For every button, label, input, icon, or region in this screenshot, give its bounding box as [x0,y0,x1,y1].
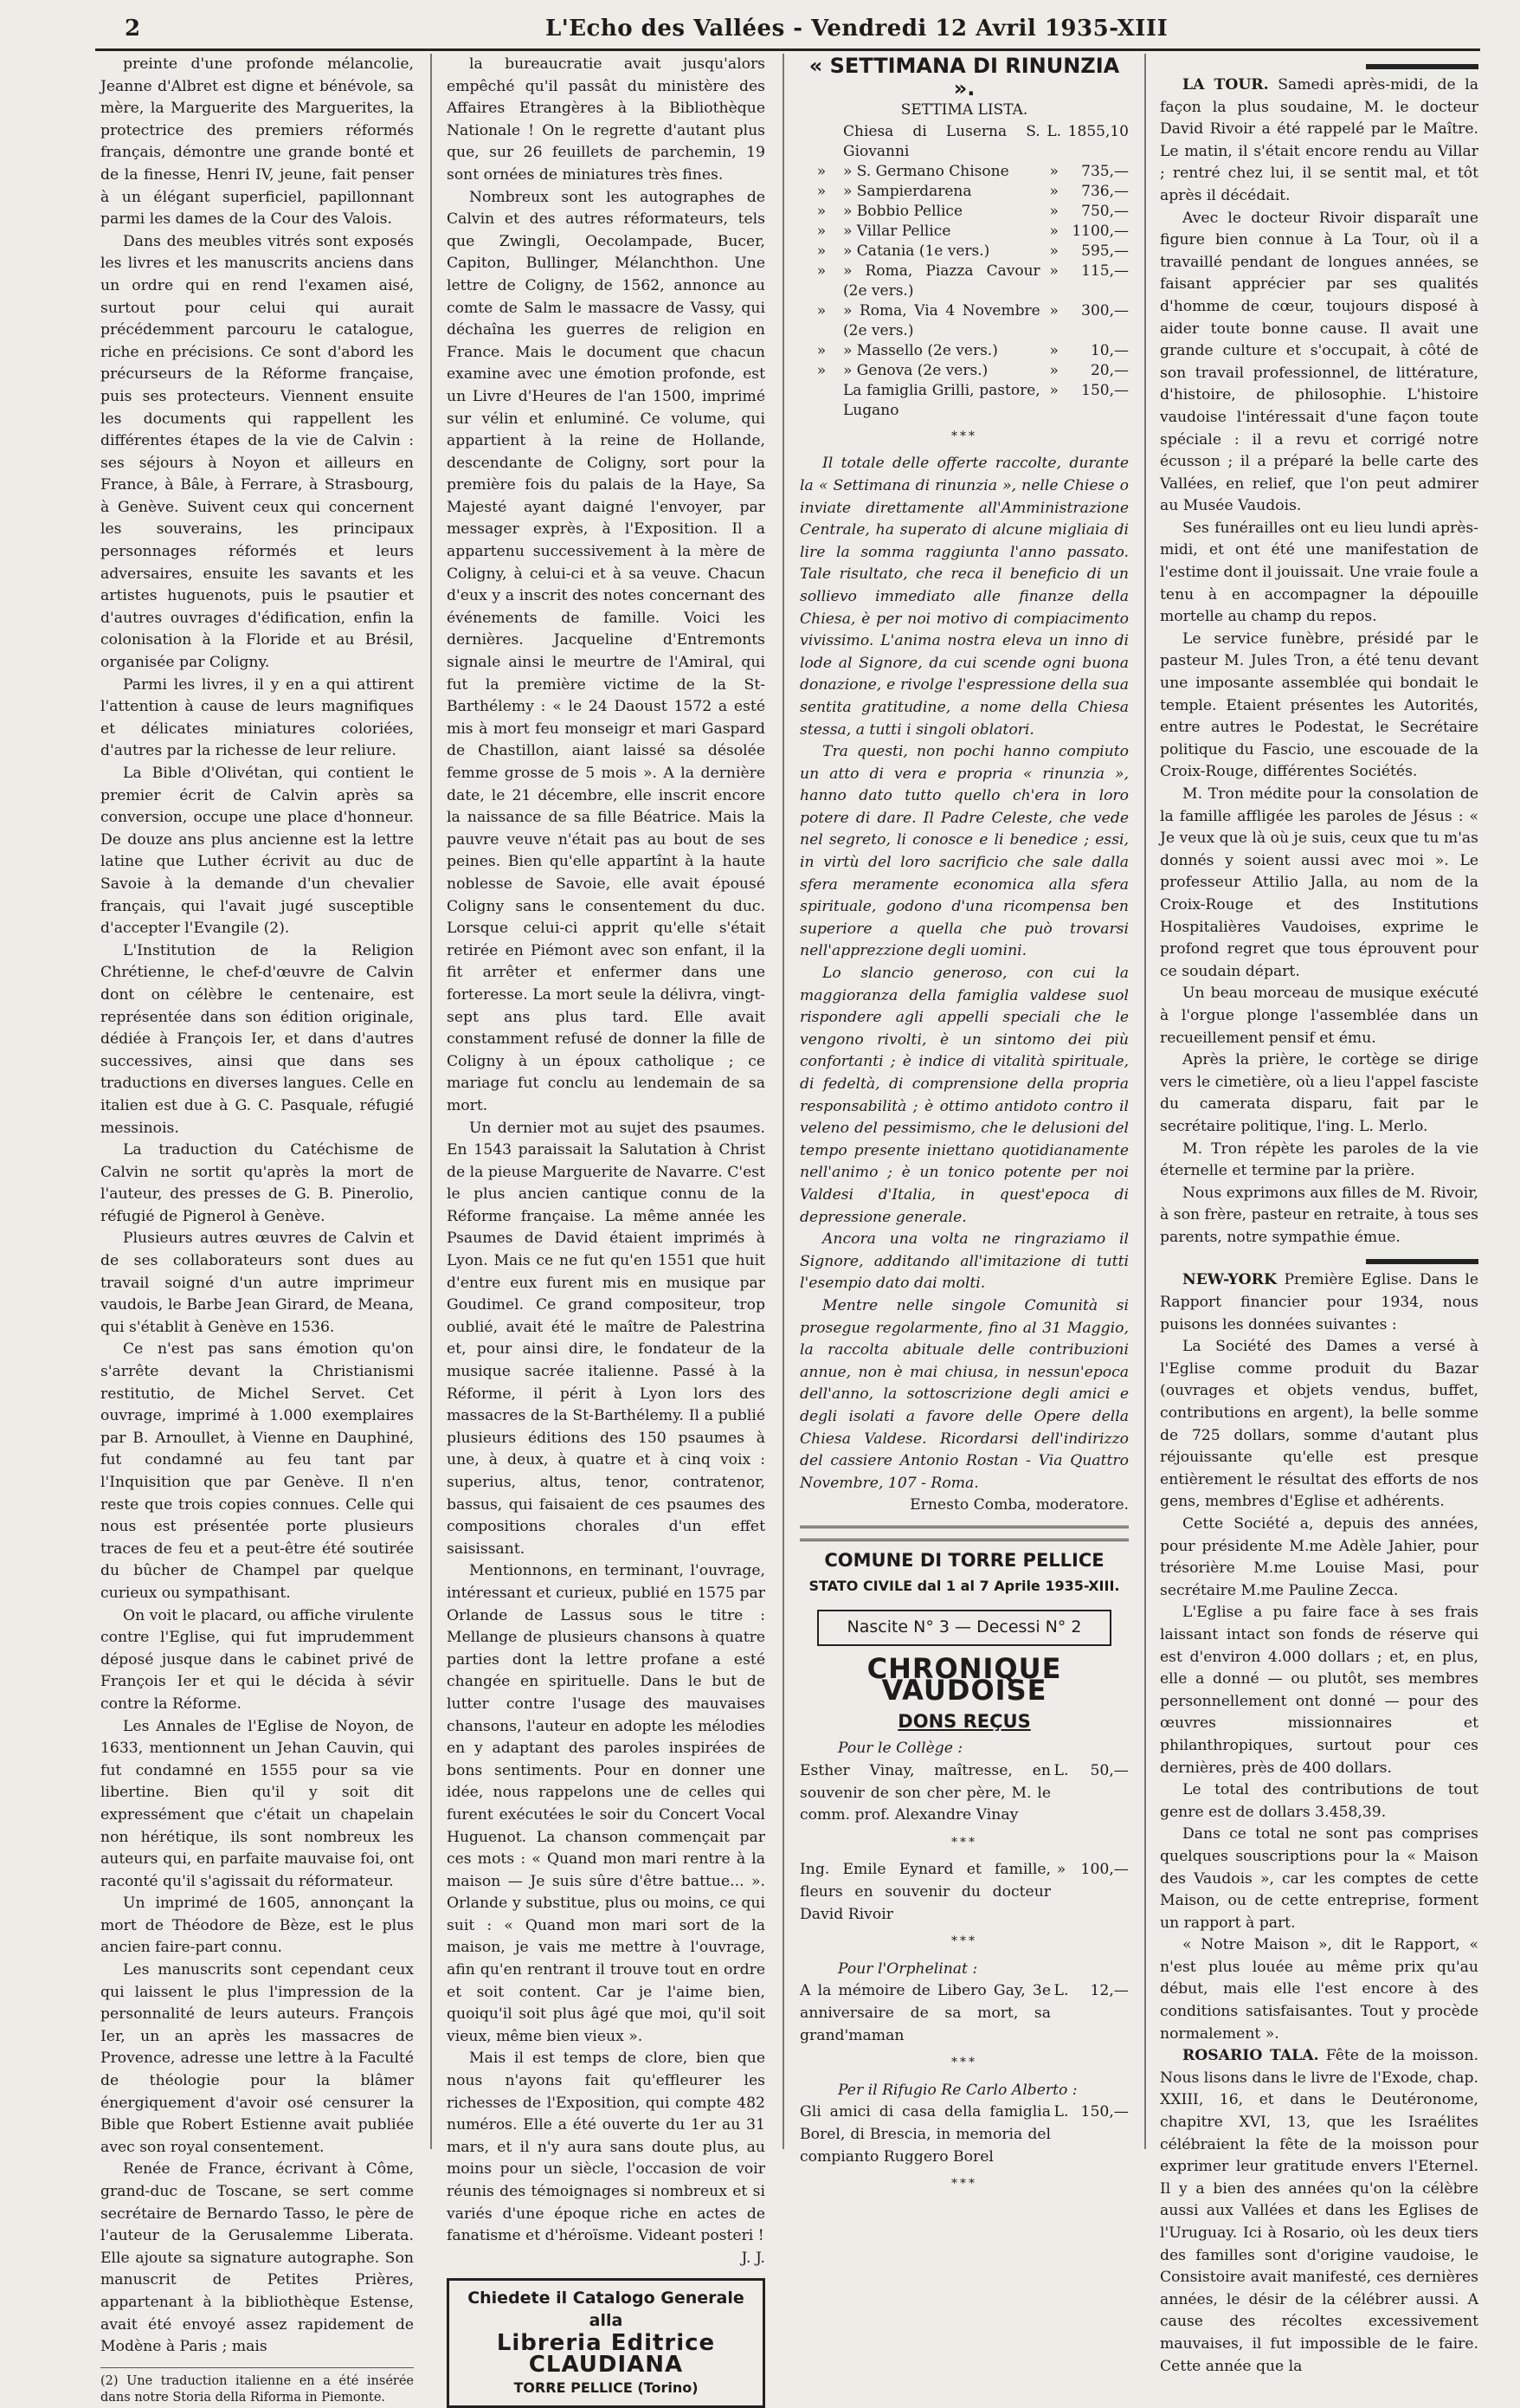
paragraph [1160,983,1478,1049]
currency-mark: » [1049,242,1059,260]
donation-row [800,162,1129,182]
donation-amount: 750,— [1081,202,1129,220]
currency-mark: » [1049,341,1059,359]
section-rule [1366,64,1478,69]
currency-mark: L. [1047,122,1062,140]
paragraph: Les manuscrits sont cependant ceux qui laissent le plus l'impression de la personnalité de leurs auteurs. François Ier, un an après les massacres de Provence, adresse une lettre à la Faculté de théologie pour la blâmer énergiquement d'avoir osé censurer la Bible que Robert Estienne avait publiée avec son royal consentement. [100,1961,414,2156]
ad-line-3: TORRE PELLICE (Torino) [513,2379,699,2396]
paragraph-text: M. Tron médite pour la consolation de la famille affligée les paroles de Jésus : « Je veux que là où je suis, ceux que tu m'as donnés y soient aussi avec moi ». Le professeur Attilio Jalla, au nom de la Croix-Rouge et des Institutions Hospitalières Vaudoises, exprime le profond regret que tous éprouvent pour ce soudain départ. [1160,785,1478,980]
paragraph: Plusieurs autres œuvres de Calvin et de ses collaborateurs sont dues au travail soigné d'un autre imprimeur vaudois, le Barbe Jean Girard, de Meana, qui s'établit à Genève en 1536. [100,1230,414,1336]
paragraph-text: Ses funérailles ont eu lieu lundi après-midi, et ont été une manifestation de l'estime dont il jouissait. Une vraie foule a tenu à en accompagner la dépouille mortelle au champ du repos. [1160,519,1478,626]
separator-stars: *** [951,429,977,443]
donor-name: » Roma, Via 4 Novembre (2e vers.) [843,301,1040,339]
paragraph-text: Un beau morceau de musique exécuté à l'orgue plonge l'assemblée dans un recueillement pensif et ému. [1160,985,1478,1047]
paragraph: Renée de France, écrivant à Côme, grand-duc de Toscane, se sert comme secrétaire de Bernardo Tasso, le père de l'auteur de la Gerusalemme Liberata. Elle ajoute sa signature autographe. Son manuscrit de Petites Prières, appartenant à la bibliothèque Estense, avait été envoyé assez rapidement de Modène à Paris ; mais [100,2160,414,2356]
paragraph [1160,2045,1478,2378]
ditto-mark [800,381,843,421]
gift-amount: 100,— [1080,1861,1129,1879]
gift-heading: Pour l'Orphelinat : [838,1959,978,1978]
paragraph [1160,1183,1478,1249]
paragraph: Mentionnons, en terminant, l'ouvrage, intéressant et curieux, publié en 1575 par Orlande de Lassus sous le titre : Mellange de plusieurs chansons à quatre parties dont la lettre profane a esté changée en spirituelle. Dans le but de lutter contre l'usage des mauvaises chansons, l'auteur en adopte les mélodies en y adaptant des paroles inspirées de bons sentiments. Pour en donner une idée, nous rappelons une de celles qui furent exécutées le soir du Concert Vocal Huguenot. La chanson commençait par ces mots : « Quand mon mari rentre à la maison — Je suis sûre d'être battue... ». Orlande y substitue, plus ou moins, ce qui suit : « Quand mon mari sort de la maison, je vais me mettre à l'ouvrage, afin qu'en rentrant il trouve tout en ordre et soit content. Car je l'aime bien, quoiqu'il soit plus âgé que moi, qu'il soit vieux, même bien vieux ». [447,1562,765,2045]
ornamental-rule [800,1526,1129,1541]
paragraph: Dans des meubles vitrés sont exposés les livres et les manuscrits anciens dans un ordre qui en rend l'examen aisé, surtout pour celui qui aurait précédemment parcouru le catalogue, riche en précisions. Ce sont d'abord les précurseurs de la Réforme française, puis ses protecteurs. Viennent ensuite les documents qui rappellent les différentes étapes de la vie de Calvin : ses séjours à Noyon et ailleurs en France, à Bâle, à Ferrare, à Strasbourg, à Genève. Suivent ceux qui concernent les souverains, les principaux personnages réformés et leurs adversaires, ensuite les savants et les artistes huguenots, puis le psautier et d'autres ouvrages d'édification, enfin la colonisation à la Floride et au Brésil, organisée par Coligny. [100,232,414,672]
donation-row [800,301,1129,341]
paragraph [1160,208,1478,518]
donor-name: » Villar Pellice [843,222,951,240]
footnote: (2) Une traduction italienne en a été insérée dans notre Storia della Riforma in Piemonte. [100,2367,414,2406]
paragraph-text: Avec le docteur Rivoir disparaît une figure bien connue à La Tour, où il a travaillé pendant de longues années, se faisant apprécier par ses qualités d'homme de cœur, toujours disposé à aider toute bonne cause. Il avait une grande culture et s'occupait, à côté de son travail professionnel, de littérature, d'histoire, de philosophie. L'histoire vaudoise l'intéressait d'une façon toute spéciale : il a revu et corrigé notre écusson ; il a préparé la belle carte des Vallées, en relief, que l'on peut admirer au Musée Vaudois. [1160,209,1478,515]
paragraph: la bureaucratie avait jusqu'alors empêché qu'il passât du ministère des Affaires Etrangères à la Bibliothèque Nationale ! On le regrette d'autant plus que, sur 26 feuillets de parchemin, 19 sont ornées de miniatures très fines. [447,55,765,184]
paragraph-text: Dans ce total ne sont pas comprises quelques souscriptions pour la « Maison des Vaudois », car les comptes de cette Maison, ou de cette entreprise, forment un rapport à part. [1160,1825,1478,1932]
ditto-mark: » [816,182,827,200]
paragraph: Lo slancio generoso, con cui la maggioranza della famiglia valdese suol rispondere agli appelli speciali che le vengono rivolti, è un sintomo dei più confortanti ; è indice di vitalità spirituale, di fedeltà, di comprensione della propria responsabilità ; è ottimo antidoto contro il veleno del pessimismo, che le delusioni del tempo presente iniettano quotidianamente nell'animo ; è un tonico potente per noi Valdesi d'Italia, in quest'epoca di depressione generale. [800,965,1129,1226]
column-4 [1160,54,1478,2375]
column-divider [430,54,432,2149]
donation-amount: 150,— [1081,381,1129,399]
paragraph [1160,74,1478,208]
paragraph [1160,1779,1478,1824]
donor-name: » Roma, Piazza Cavour (2e vers.) [843,261,1040,300]
currency-mark: » [1049,202,1059,220]
chronique-title: CHRONIQUE VAUDOISE [866,1651,1062,1708]
gift-text: Gli amici di casa della famiglia Borel, di Brescia, in memoria del compianto Ruggero Borel [800,2103,1051,2166]
currency-mark: » [1049,361,1059,379]
ditto-mark [800,122,843,162]
currency-mark: » [1049,162,1059,180]
gift-amount: 12,— [1090,1982,1129,2000]
donation-amount: 735,— [1081,162,1129,180]
paragraph: Parmi les livres, il y en a qui attirent l'attention à cause de leurs magnifiques et délicates miniatures coloriées, d'autres par la richesse de leur reliure. [100,675,414,760]
place-heading: LA TOUR. [1182,76,1269,94]
gift-heading: Per il Rifugio Re Carlo Alberto : [838,2081,1078,2099]
place-heading: NEW-YORK [1182,1271,1277,1289]
paragraph [1160,1336,1478,1514]
paragraph: Mais il est temps de clore, bien que nous n'ayons fait qu'effleurer les richesses de l'Exposition, qui compte 482 numéros. Elle a été ouverte du 1er au 31 mars, et il n'y aura sans doute plus, au moins pour un siècle, l'occasion de voir réunis des témoignages si nombreux et si variés d'une époque riche en actes de fanatisme et d'héroïsme. Videant posteri ! [447,2050,765,2245]
paragraph [1160,629,1478,784]
gift-entry [800,1859,1129,1926]
page-number: 2 [125,16,141,42]
paragraph [1160,1269,1478,1336]
paragraph: Tra questi, non pochi hanno compiuto un atto di vera e propria « rinunzia », hanno dato tutto quello ch'era in loro potere di dare. Il Padre Celeste, che vede nel segreto, li conosce e li benedice ; essi, in virtù del loro sacrificio che sale dalla sfera meramente economica alla sfera spirituale, godono d'una ricompensa ben superiore a quella che può trovarsi nell'apprezzione degli uomini. [800,743,1129,960]
donor-name: Chiesa di Luserna S. Giovanni [843,122,1040,160]
donation-row [800,381,1129,421]
ad-line-2: Libreria Editrice CLAUDIANA [496,2329,716,2379]
settimana-signature: Ernesto Comba, moderatore. [910,1496,1129,1514]
paragraph-text: Nous exprimons aux filles de M. Rivoir, à son frère, pasteur en retraite, à tous ses parents, notre sympathie émue. [1160,1184,1478,1246]
column-3 [800,54,1129,2192]
paragraph: Ce n'est pas sans émotion qu'on s'arrête devant la Christianismi restitutio, de Michel Servet. Cet ouvrage, imprimé à 1.000 exemplaires par B. Arnoullet, à Vienne en Dauphiné, fut condamné au feu tant par l'Inquisition que par Genève. Il n'en reste que trois copies connues. Celle qui nous est présentée porte plusieurs traces de feu et a peut-être été soutirée du bûcher de Champel par quelque curieux ou sympathisant. [100,1340,414,1602]
donation-row [800,122,1129,162]
ditto-mark: » [816,162,827,180]
gift-heading: Pour le Collège : [838,1740,963,1758]
paragraph-text: Cette Société a, depuis des années, pour présidente M.me Adèle Jahier, pour trésorière M.me Louise Masi, pour secrétaire M.me Pauline Zecca. [1160,1515,1478,1599]
currency-mark: » [1049,182,1059,200]
paragraph-text: M. Tron répète les paroles de la vie éternelle et termine par la prière. [1160,1139,1478,1180]
paragraph [1160,1824,1478,1934]
article-body [100,54,414,2359]
chronique-la-tour [1160,74,1478,1249]
comune-title: COMUNE DI TORRE PELLICE [824,1549,1105,1571]
currency-mark: » [1049,301,1059,320]
donation-amount: 736,— [1081,182,1129,200]
paragraph [1160,1934,1478,2045]
paragraph [1160,784,1478,983]
donation-amount: 20,— [1090,361,1129,379]
paragraph: Un imprimé de 1605, annonçant la mort de Théodore de Bèze, est le plus ancien faire-part connu. [100,1895,414,1957]
donation-amount: 115,— [1081,261,1129,280]
paragraph: Un dernier mot au sujet des psaumes. En 1543 paraissait la Salutation à Christ de la pieuse Marguerite de Navarre. C'est le plus ancien cantique connu de la Réforme française. La même année les Psaumes de David étaient imprimés à Lyon. Mais ce ne fut qu'en 1551 que huit d'entre eux furent mis en musique par Goudimel. Ce grand compositeur, trop oublié, avait été le maître de Palestrina et, pour ainsi dire, le fondateur de la musique sacrée italienne. Passé à la Réforme, il périt à Lyon lors des massacres de la St-Barthélemy. Il a publié plusieurs éditions des 150 psaumes à une, à deux, à quatre et à cinq voix : superius, altus, tenor, contratenor, bassus, qui faisaient de ces psaumes des compositions chorales d'un effet saisissant. [447,1119,765,1558]
gifts-list [800,1738,1129,2195]
paragraph: preinte d'une profonde mélancolie, Jeanne d'Albret est digne et bénévole, sa mère, la Marguerite des Marguerites, la protectrice des premiers réformés français, démontre une grande bonté et de la finesse, Henri IV, jeune, fait penser à un élégant superficiel, papillonnant parmi les dames de la Cour des Valois. [100,55,414,229]
gift-currency: » [1056,1861,1066,1879]
paragraph: La traduction du Catéchisme de Calvin ne sortit qu'après la mort de l'auteur, des presses de G. B. Pinerolio, réfugié de Pignerol à Genève. [100,1141,414,1225]
paragraph: Il totale delle offerte raccolte, durante la « Settimana di rinunzia », nelle Chiese o inviate direttamente all'Amministrazione Centrale, ha superato di alcune migliaia di lire la somma raggiunta l'anno passato. Tale risultato, che reca il beneficio di un sollievo immediato alle finanze della Chiesa, è per noi motivo di compiacimento vivissimo. L'anima nostra eleva un inno di lode al Signore, da cui scende ogni buona donazione, e rivolge l'espressione della sua sentita gratitudine, a nome della Chiesa stessa, a tutti i singoli oblatori. [800,455,1129,739]
ad-line-1: Chiedete il Catalogo Generale alla [467,2289,744,2330]
page-header [0,12,1520,47]
ditto-mark: » [816,202,827,220]
donor-name: » Catania (1e vers.) [843,242,990,260]
donation-amount: 1100,— [1072,222,1129,240]
column-1 [100,54,414,2405]
gift-entry [800,2101,1129,2168]
place-heading: ROSARIO TALA. [1182,2047,1319,2065]
gift-text: A la mémoire de Libero Gay, 3e anniversaire de sa mort, sa grand'maman [800,1982,1051,2044]
ditto-mark: » [816,222,827,240]
donation-amount: 595,— [1081,242,1129,260]
paragraph: L'Institution de la Religion Chrétienne, le chef-d'œuvre de Calvin dont on célèbre le centenaire, est représentée dans son édition originale, dédiée à François Ier, et dans d'autres successives, ainsi que dans ses traductions en diverses langues. Celle en italien est due à G. C. Pasquale, réfugié messinois. [100,941,414,1137]
paragraph [1160,1139,1478,1183]
ditto-mark: » [816,341,827,359]
header-rule [95,48,1480,51]
dons-title: DONS REÇUS [898,1710,1031,1732]
section-rule [1366,1259,1478,1264]
paragraph [1160,1514,1478,1602]
separator-stars: *** [951,2056,977,2070]
gift-currency: L. [1053,1982,1069,2000]
donation-amount: 10,— [1090,341,1129,359]
donation-row [800,341,1129,361]
paragraph: Mentre nelle singole Comunità si prosegue regolarmente, fino al 31 Maggio, la raccolta abituale delle contribuzioni annue, non è mai chiusa, in nessun'epoca dell'anno, la sottoscrizione degli amici e degli isolati a favore delle Opere della Chiesa Valdese. Ricordarsi dell'indirizzo del cassiere Antonio Rostan - Via Quattro Novembre, 107 - Roma. [800,1296,1129,1492]
gift-text: Ing. Emile Eynard et famille, fleurs en souvenir du docteur David Rivoir [800,1861,1051,1923]
paragraph-text: La Société des Dames a versé à l'Eglise comme produit du Bazar (ouvrages et objets vendus, buffet, contributions en argent), la belle somme de 725 dollars, somme d'autant plus réjouissante qu'elle est presque entièrement le résultat des efforts de nos gens, membres d'Eglise et adhérents. [1160,1338,1478,1511]
paragraph: Ancora una volta ne ringraziamo il Signore, additando all'imitazione di tutti l'esempio dato dai molti. [800,1230,1129,1293]
settimana-text [800,453,1129,1495]
donation-list [800,122,1129,421]
paragraph-text: Le service funèbre, présidé par le pasteur M. Jules Tron, a été tenu devant une imposante assemblée qui bondait le temple. Etaient présentes les Autorités, entre autres le Podestat, le Secrétaire politique du Fascio, une escouade de la Croix-Rouge, différentes Sociétés. [1160,629,1478,781]
stato-civile: STATO CIVILE dal 1 al 7 Aprile 1935-XIII. [808,1578,1120,1595]
paragraph-text: Fête de la moisson. Nous lisons dans le livre de l'Exode, chap. XXIII, 16, et dans le Deutéronome, chapitre XVI, 13, que les Israélites célébraient la fête de la moisson pour exprimer leur gratitude envers l'Eternel. Il y a bien des années qu'on la célèbre aussi aux Vallées et dans les Eglises de l'Uruguay. Ici à Rosario, où les deux tiers des familles sont d'origine vaudoise, le Consistoire avait manifesté, ces dernières années, le désir de la célébrer aussi. A cause des récoltes excessivement mauvaises, il fut impossible de le faire. Cette année que la [1160,2047,1478,2375]
donor-name: » Bobbio Pellice [843,202,963,220]
donor-name: » Massello (2e vers.) [843,341,998,359]
paragraph-text: Le total des contributions de tout genre est de dollars 3.458,39. [1160,1781,1478,1821]
donation-amount: 1855,10 [1067,122,1129,140]
currency-mark: » [1049,261,1059,280]
donation-row [800,202,1129,222]
gift-text: Esther Vinay, maîtresse, en souvenir de son cher père, M. le comm. prof. Alexandre Vinay [800,1762,1051,1824]
donor-name: » Genova (2e vers.) [843,361,989,379]
donation-row [800,242,1129,261]
currency-mark: » [1049,222,1059,240]
paragraph: Nombreux sont les autographes de Calvin et des autres réformateurs, tels que Zwingli, Oecolampade, Bucer, Capiton, Bullinger, Mélanchthon. Une lettre de Coligny, de 1562, annonce au comte de Salm le massacre de Vassy, qui déchaîna les guerres de religion en France. Mais le document que chacun examine avec une émotion profonde, est un Livre d'Heures de l'an 1500, imprimé sur vélin et enluminé. Ce volume, qui appartient à la reine de Hollande, descendante de Coligny, sort pour la première fois du palais de la Haye, Sa Majesté ayant daigné l'envoyer, par messager exprès, à l'Exposition. Il a appartenu successivement à la mère de Coligny, à celui-ci et à sa veuve. Chacun d'eux y a inscrit des notes concernant des événements de famille. Voici les dernières. Jacqueline d'Entremonts signale ainsi le meurtre de l'Amiral, qui fut la première victime de la St-Barthélemy : « le 24 Daoust 1572 a esté mis à mort feu monseigr et mari Gaspard de Chastillon, aiant laissé sa désolée femme grosse de 5 mois ». A la dernière date, le 21 décembre, elle inscrit encore la naissance de sa fille Béatrice. Mais la pauvre veuve n'était pas au bout de ses peines. Bien qu'elle appartînt à la haute noblesse de Savoie, elle avait épousé Coligny sans le consentement du duc. Lorsque celui-ci apprit qu'elle s'était retirée en Piémont avec son enfant, il la fit arrêter et enfermer dans une forteresse. La mort seule la délivra, vingt-sept ans plus tard. Elle avait constamment refusé de donner la fille de Coligny à un époux catholique ; ce mariage fut conclu au lendemain de sa mort. [447,188,765,1114]
gift-currency: L. [1053,2103,1069,2121]
separator-stars: *** [951,2177,977,2192]
gift-amount: 150,— [1080,2103,1129,2121]
gift-entry [800,1980,1129,2047]
column-2 [447,54,765,2396]
chronique-new-york [1160,1269,1478,2378]
paragraph: La Bible d'Olivétan, qui contient le premier écrit de Calvin après sa conversion, occupe une place d'honneur. De douze ans plus ancienne est la lettre latine que Luther écrivit au duc de Savoie à la demande d'un chevalier français, qui l'avait jugé susceptible d'accepter l'Evangile (2). [100,765,414,938]
paragraph-text: Première Eglise. Dans le Rapport financier pour 1934, nous puisons les données suivantes : [1160,1271,1478,1333]
paragraph: On voit le placard, ou affiche virulente contre l'Eglise, qui fut imprudemment déposé jusque dans le cabinet privé de François Ier et qui le décida à sévir contre la Réforme. [100,1606,414,1713]
settimana-subtitle: SETTIMA LISTA. [900,101,1028,119]
donation-row [800,222,1129,242]
paragraph [1160,1602,1478,1779]
article-signature: J. J. [741,2249,765,2267]
settimana-title: « SETTIMANA DI RINUNZIA ». [808,54,1120,100]
ditto-mark: » [816,301,827,320]
gift-currency: L. [1053,1762,1069,1780]
donation-row [800,361,1129,381]
paragraph-text: « Notre Maison », dit le Rapport, « n'est plus louée au même prix qu'au début, mais elle l'est encore à des conditions satisfaisantes. Tout y procède normalement ». [1160,1936,1478,2043]
donor-name: La famiglia Grilli, pastore, Lugano [843,381,1040,419]
currency-mark: » [1049,381,1059,399]
separator-stars: *** [951,1835,977,1850]
donor-name: » S. Germano Chisone [843,162,1009,180]
gift-entry [800,1760,1129,1827]
separator-stars: *** [951,1934,977,1949]
paragraph: Les Annales de l'Eglise de Noyon, de 1633, mentionnent un Jehan Cauvin, qui fut condamné en 1555 pour sa vie libertine. Bien qu'il y soit dit expressément que c'était un chapelain non hérétique, ils sont nombreux les auteurs qui, en parfaite mauvaise foi, ont raconté qu'il s'agissait du réformateur. [100,1717,414,1890]
article-body [447,54,765,2248]
donor-name: » Sampierdarena [843,182,972,200]
paragraph-text: Après la prière, le cortège se dirige vers le cimetière, où a lieu l'appel fasciste du camerata disparu, fait par le secrétaire politique, l'ing. L. Merlo. [1160,1051,1478,1135]
paragraph-text: L'Eglise a pu faire face à ses frais laissant intact son fonds de réserve qui est d'environ 4.000 dollars ; et, en plus, elle a donné — ou plutôt, ses membres personnellement ont donné — pour des œuvres missionnaires et philanthropiques, surtout pour ces dernières, près de 400 dollars. [1160,1604,1478,1777]
claudiana-advertisement [447,2278,765,2408]
ditto-mark: » [816,261,827,280]
column-divider [783,54,784,2149]
gift-amount: 50,— [1090,1762,1129,1780]
donation-amount: 300,— [1081,301,1129,320]
column-divider [1144,54,1146,2149]
ditto-mark: » [816,361,827,379]
donation-row [800,261,1129,301]
paragraph-text: Samedi après-midi, de la façon la plus soudaine, M. le docteur David Rivoir a été rappelé par le Maître. Le matin, il s'était encore rendu au Villar ; rentré chez lui, il se sentit mal, et tôt après il décédait. [1160,76,1478,204]
paragraph [1160,518,1478,629]
ditto-mark: » [816,242,827,260]
masthead-title: L'Echo des Vallées - Vendredi 12 Avril 1935-XIII [545,16,1169,42]
paragraph [1160,1049,1478,1138]
births-deaths-box: Nascite N° 3 — Decessi N° 2 [817,1610,1111,1646]
donation-row [800,182,1129,202]
